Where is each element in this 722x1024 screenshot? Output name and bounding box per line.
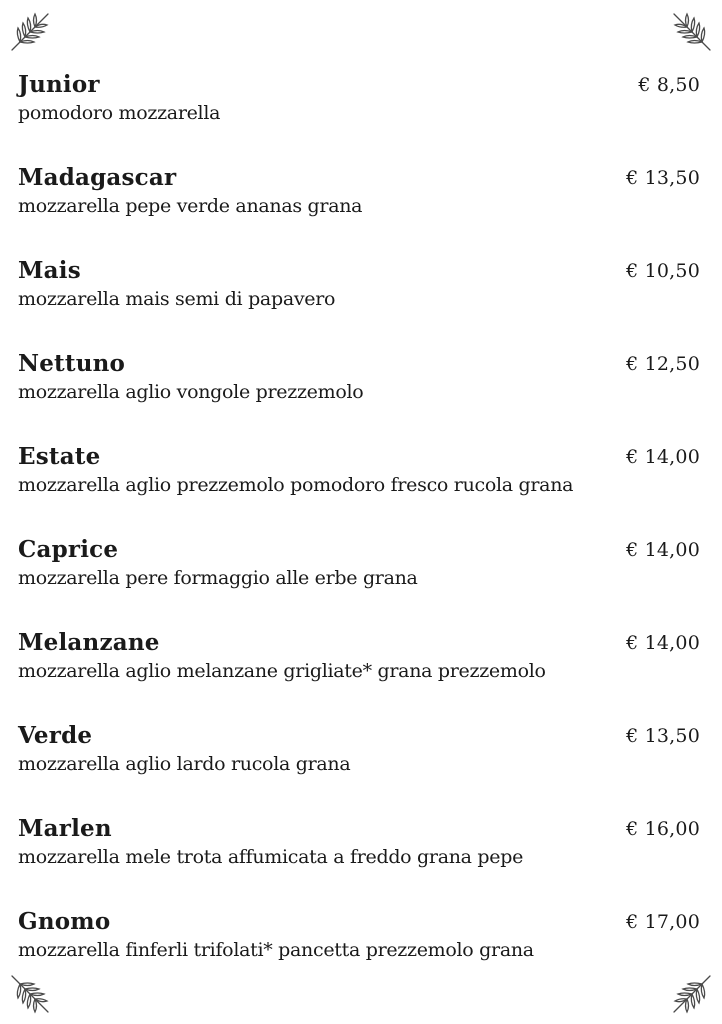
- item-price: € 14,00: [626, 632, 700, 654]
- item-name: Verde: [18, 722, 93, 749]
- pizza-menu-list: [18, 70, 700, 1000]
- item-name: Caprice: [18, 536, 119, 563]
- item-name: Madagascar: [18, 164, 177, 191]
- item-name: Nettuno: [18, 350, 126, 377]
- item-price: € 12,50: [626, 353, 700, 375]
- menu-item: [18, 721, 700, 814]
- item-description: mozzarella finferli trifolati* pancetta prezzemolo grana: [18, 939, 534, 961]
- menu-item: [18, 814, 700, 907]
- item-price: € 8,50: [638, 74, 700, 96]
- wheat-sprig-icon: [8, 8, 54, 54]
- wheat-sprig-icon: [668, 8, 714, 54]
- item-price: € 16,00: [626, 818, 700, 840]
- item-description: mozzarella mais semi di papavero: [18, 288, 336, 310]
- menu-item: [18, 442, 700, 535]
- menu-item: [18, 256, 700, 349]
- item-price: € 14,00: [626, 446, 700, 468]
- item-description: mozzarella aglio lardo rucola grana: [18, 753, 351, 775]
- item-description: mozzarella aglio vongole prezzemolo: [18, 381, 364, 403]
- item-name: Marlen: [18, 815, 112, 842]
- item-description: mozzarella mele trota affumicata a freddo grana pepe: [18, 846, 524, 868]
- item-price: € 13,50: [626, 725, 700, 747]
- item-name: Estate: [18, 443, 101, 470]
- item-description: mozzarella aglio melanzane grigliate* grana prezzemolo: [18, 660, 546, 682]
- item-price: € 17,00: [626, 911, 700, 933]
- item-description: mozzarella pepe verde ananas grana: [18, 195, 363, 217]
- menu-item: [18, 535, 700, 628]
- item-name: Melanzane: [18, 629, 160, 656]
- item-price: € 13,50: [626, 167, 700, 189]
- item-name: Gnomo: [18, 908, 111, 935]
- item-description: pomodoro mozzarella: [18, 102, 221, 124]
- menu-item: [18, 628, 700, 721]
- item-description: mozzarella aglio prezzemolo pomodoro fresco rucola grana: [18, 474, 574, 496]
- item-name: Junior: [18, 71, 100, 98]
- item-description: mozzarella pere formaggio alle erbe grana: [18, 567, 418, 589]
- menu-item: [18, 907, 700, 1000]
- menu-item: [18, 70, 700, 163]
- menu-item: [18, 349, 700, 442]
- item-price: € 10,50: [626, 260, 700, 282]
- menu-item: [18, 163, 700, 256]
- item-price: € 14,00: [626, 539, 700, 561]
- item-name: Mais: [18, 257, 81, 284]
